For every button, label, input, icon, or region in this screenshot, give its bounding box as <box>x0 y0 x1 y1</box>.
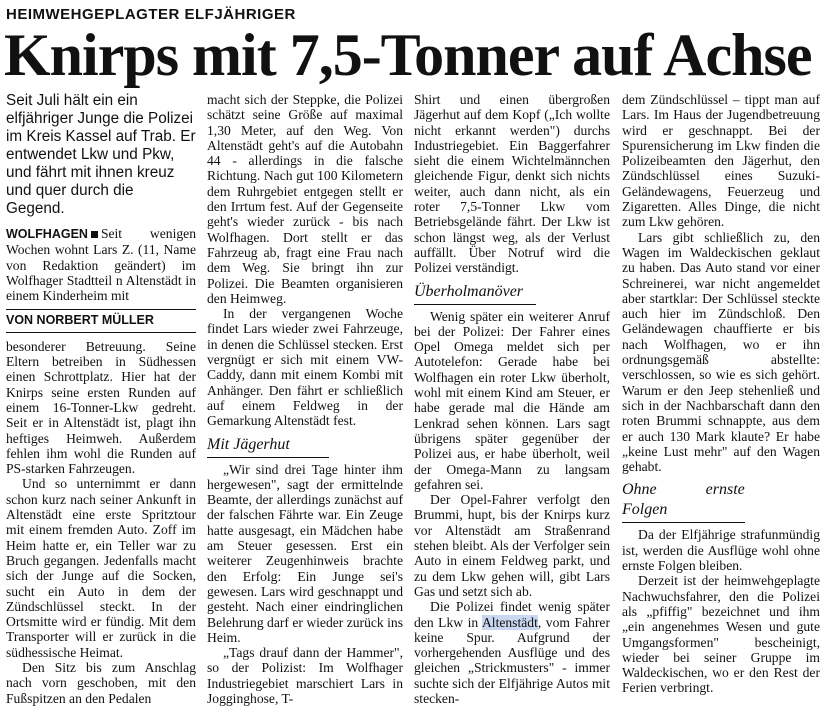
text-after-highlight: , vom Fahrer keine Spur. Aufgrund der vorhergehenden Ausflüge und des gleichen „Strickmusters" - immer suchte sich der Elfjährige Autos mit stecken- <box>414 614 610 706</box>
paragraph: Wenig später ein weiterer Anruf bei der Polizei: Der Fahrer eines Opel Omega meldet sich per Autotelefon: Gerade habe bei Wolfhagen ein roter Lkw überholt, wohl mit einem Kind am Steuer, er habe gerade mal die Hände am Lenkrad sehen können. Lars sagt übrigens später gegenüber der Polizei aus, er habe überholt, weil der Omega-Mann zu langsam gefahren sei. <box>414 308 610 492</box>
lead-paragraph: Seit Juli hält ein ein elfjähriger Junge die Polizei im Kreis Kassel auf Trab. Er entwendet Lkw und Pkw, und fährt mit ihnen kreuz und quer durch die Gegend. <box>6 92 196 217</box>
column-4 <box>622 92 820 712</box>
paragraph: „Tags drauf dann der Hammer", so der Polizist: Im Wolfhager Industriegebiet marschiert Lars in Jogginghose, T- <box>207 645 403 706</box>
highlighted-word[interactable]: Altenstädt <box>481 614 538 630</box>
paragraph: besonderer Betreuung. Seine Eltern betreiben in Südhessen einen Schrottplatz. Hier hat der Knirps seine ersten Runden auf einem 16-Tonner-Lkw gedreht. Seit er in Altenstädt ist, plagt ihn heftiges Heimweh. Außerdem fehlen ihm wohl die Runden auf PS-starken Fahrzeugen. <box>6 338 196 477</box>
paragraph: Shirt und einen übergroßen Jägerhut auf dem Kopf („Ich wollte nicht erkannt werden") durchs Industriegebiet. Ein Baggerfahrer sieht die einem Wichtelmännchen gleichende Figur, denkt sich nichts weiter, auch dann nicht, als ein roter 7,5-Tonner Lkw vom Betriebsgelände fährt. Der Lkw ist schon längst weg, als der Verlust auffällt. Über Notruf wird die Polizei verständigt. <box>414 92 610 276</box>
subheading-ohne-ernste-folgen: Ohne ernste Folgen <box>622 480 745 523</box>
intro-paragraph <box>6 226 196 303</box>
column-3 <box>414 92 610 712</box>
paragraph: Da der Elfjährige strafunmündig ist, werden die Ausflüge wohl ohne ernste Folgen bleiben. <box>622 527 820 574</box>
paragraph: Lars gibt schließlich zu, den Wagen im Waldeckischen geklaut zu haben. Das Auto stand vor einer Schreinerei, war nicht angemeldet aber startklar: Der Schlüssel steckte auch hier im Zündschloß. Den Geländewagen chauffierte er bis nach Wolfhagen, wo er ihn ordnungsgemäß abstellte: verschlossen, so wie es sich gehört. Warum er den Jeep stehenließ und sich in der Nachbarschaft dann den roten Brummi schnappte, aus dem er auch 130 Mark klaute? Er habe „keine Lust mehr" auf den Wagen gehabt. <box>622 229 820 475</box>
paragraph: macht sich der Steppke, die Polizei schätzt seine Größe auf maximal 1,30 Meter, auf den Weg. Von Altenstädt geht's auf die Autobahn 44 - allerdings in die falsche Richtung. Nach gut 100 Kilometern dem Ruhrgebiet entgegen stellt er den Irrtum fest. Auf der Gegenseite geht's wieder zurück - bis nach Wolfhagen. Dort stellt er das Fahrzeug ab, fragt eine Frau nach dem Weg. Sie bringt ihn zur Polizei. Die Beamten organisieren den Heimweg. <box>207 92 403 306</box>
column-1 <box>6 92 196 712</box>
paragraph: Der Opel-Fahrer verfolgt den Brummi, hupt, bis der Knirps kurz vor Altenstädt am Straßenrand stehen bleibt. Als der Verfolger sein Auto in einem Feldweg parkt, und zu dem Lkw gehen will, gibt Lars Gas und setzt sich ab. <box>414 492 610 599</box>
subheading-ueberholmanoever: Überholmanöver <box>414 282 536 305</box>
headline: Knirps mit 7,5-Tonner auf Achse <box>4 22 812 88</box>
byline: VON NORBERT MÜLLER <box>6 309 196 332</box>
paragraph: Den Sitz bis zum Anschlag nach vorn geschoben, mit den Fußspitzen an den Pedalen <box>6 660 196 706</box>
paragraph: Derzeit ist der heimwehgeplagte Nachwuchsfahrer, den die Polizei als „pfiffig" bezeichnet und ihm „ein angenehmes Wesen und gute Umgangsformen" bescheinigt, wieder bei seiner Gruppe im Waldeckischen, wo er den Rest der Ferien verbringt. <box>622 573 820 696</box>
column-2 <box>207 92 403 712</box>
dateline: WOLFHAGEN <box>6 227 88 241</box>
paragraph: In der vergangenen Woche findet Lars wieder zwei Fahrzeuge, in denen die Schlüssel stecken. Erst vergnügt er sich mit einem VW-Caddy, dann mit einem Kombi mit Anhänger. Den fährt er schließlich auf einem Feldweg in der Gemarkung Altenstädt fest. <box>207 306 403 429</box>
text-before-highlight: Die Polizei findet wenig später den Lkw in <box>414 599 610 630</box>
paragraph: Und so unternimmt er dann schon kurz nach seiner Ankunft in Altenstädt eine erste Spritztour mit einem fremden Auto. Zoff im Heim hatte er, ein Teller war zu Bruch gegangen. Jedenfalls macht sich der Junge auf die Socken, sucht ein Auto in dem der Zündschlüssel steckt. In der Ortsmitte wird er fündig. Mit dem Transporter will er zurück in die südhessische Heimat. <box>6 476 196 660</box>
paragraph: dem Zündschlüssel – tippt man auf Lars. Im Haus der Jugendbetreuung wird er geschnappt. Bei der Spurensicherung im Lkw finden die Polizeibeamten den Jägerhut, den Zündschlüssel eines Suzuki-Geländewagens, Feuerzeug und Zigaretten. Alles Dinge, die nicht zum Lkw gehören. <box>622 92 820 230</box>
kicker: HEIMWEHGEPLAGTER ELFJÄHRIGER <box>6 6 296 23</box>
subheading-mit-jaegerhut: Mit Jägerhut <box>207 435 329 458</box>
intro-text: Seit wenigen Wochen wohnt Lars Z. (11, Name von Redaktion geändert) im Wolfhager Stadtteil n Altenstädt in einem Kinderheim mit <box>6 226 196 304</box>
paragraph <box>414 599 610 706</box>
paragraph: „Wir sind drei Tage hinter ihm hergewesen", sagt der ermittelnde Beamte, der allerdings zunächst auf der falschen Fährte war. Ein Zeuge hatte ausgesagt, ein Mädchen habe am Steuer gesessen. Erst ein weiterer Zeugenhinweis brachte den Erfolg: Ein Junge sei's gewesen. Lars wird geschnappt und gesteht. Nach einer eindringlichen Belehrung darf er wieder zurück ins Heim. <box>207 461 403 645</box>
square-bullet-icon <box>91 231 98 238</box>
